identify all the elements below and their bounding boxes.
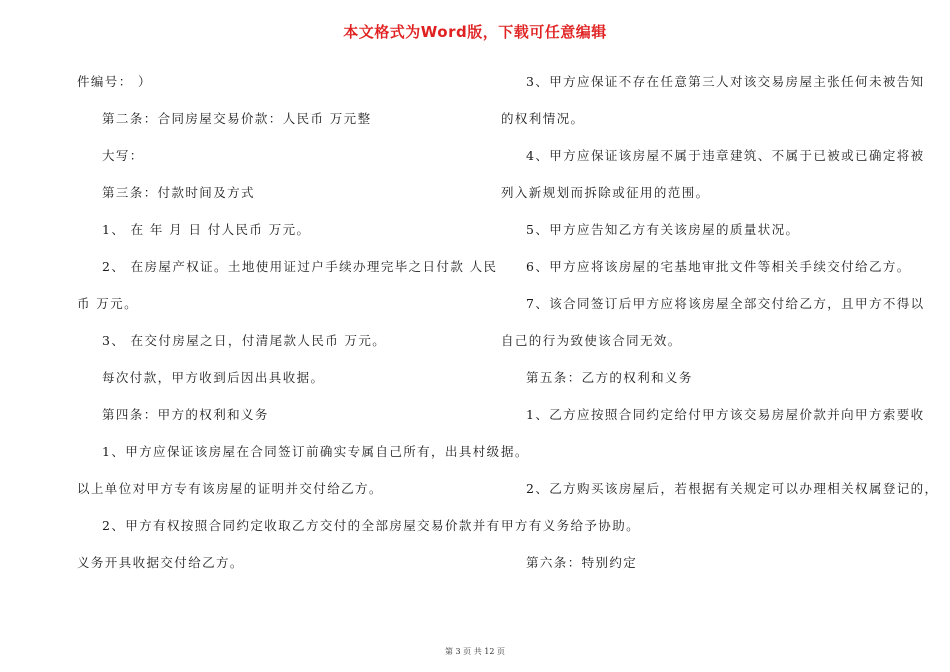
text-line: 以上单位对甲方专有该房屋的证明并交付给乙方。 bbox=[77, 481, 383, 496]
text-line: 7、该合同签订后甲方应将该房屋全部交付给乙方，且甲方不得以 bbox=[526, 296, 925, 311]
text-line: 甲方有义务给予协助。 bbox=[501, 518, 641, 533]
text-line: 币 万元。 bbox=[77, 296, 138, 311]
text-line: 列入新规划而拆除或征用的范围。 bbox=[501, 185, 710, 200]
text-line: 大写： bbox=[102, 148, 144, 163]
text-line: 据。 bbox=[501, 444, 529, 459]
left-column bbox=[77, 63, 501, 581]
text-line: 第二条：合同房屋交易价款：人民币 万元整 bbox=[102, 111, 372, 126]
format-banner: 本文格式为Word版，下载可任意编辑 bbox=[343, 23, 607, 41]
text-line: 第四条：甲方的权利和义务 bbox=[102, 407, 269, 422]
text-line: 第六条：特别约定 bbox=[526, 555, 638, 570]
text-line: 的权利情况。 bbox=[501, 111, 585, 126]
text-line: 2、乙方购买该房屋后，若根据有关规定可以办理相关权属登记的， bbox=[526, 481, 939, 496]
text-line: 每次付款，甲方收到后因出具收据。 bbox=[102, 370, 325, 385]
text-line: 2、 在房屋产权证。土地使用证过户手续办理完毕之日付款 人民 bbox=[102, 259, 498, 274]
text-line: 1、乙方应按照合同约定给付甲方该交易房屋价款并向甲方索要收 bbox=[526, 407, 925, 422]
text-line: 义务开具收据交付给乙方。 bbox=[77, 555, 244, 570]
text-line: 1、 在 年 月 日 付人民币 万元。 bbox=[102, 222, 311, 237]
text-line: 第三条：付款时间及方式 bbox=[102, 185, 255, 200]
text-line: 3、 在交付房屋之日，付清尾款人民币 万元。 bbox=[102, 333, 387, 348]
text-line: 2、甲方有权按照合同约定收取乙方交付的全部房屋交易价款并有 bbox=[102, 518, 501, 533]
text-line: 1、甲方应保证该房屋在合同签订前确实专属自己所有，出具村级 bbox=[102, 444, 501, 459]
text-line: 6、甲方应将该房屋的宅基地审批文件等相关手续交付给乙方。 bbox=[526, 259, 911, 274]
text-line: 第五条：乙方的权利和义务 bbox=[526, 370, 693, 385]
text-line: 件编号： ） bbox=[77, 74, 152, 89]
text-line: 4、甲方应保证该房屋不属于违章建筑、不属于已被或已确定将被 bbox=[526, 148, 925, 163]
page-footer: 第 3 页 共 12 页 bbox=[445, 647, 505, 656]
text-line: 自己的行为致使该合同无效。 bbox=[501, 333, 682, 348]
text-line: 5、甲方应告知乙方有关该房屋的质量状况。 bbox=[526, 222, 800, 237]
text-line: 3、甲方应保证不存在任意第三人对该交易房屋主张任何未被告知 bbox=[526, 74, 925, 89]
right-column bbox=[501, 63, 939, 581]
